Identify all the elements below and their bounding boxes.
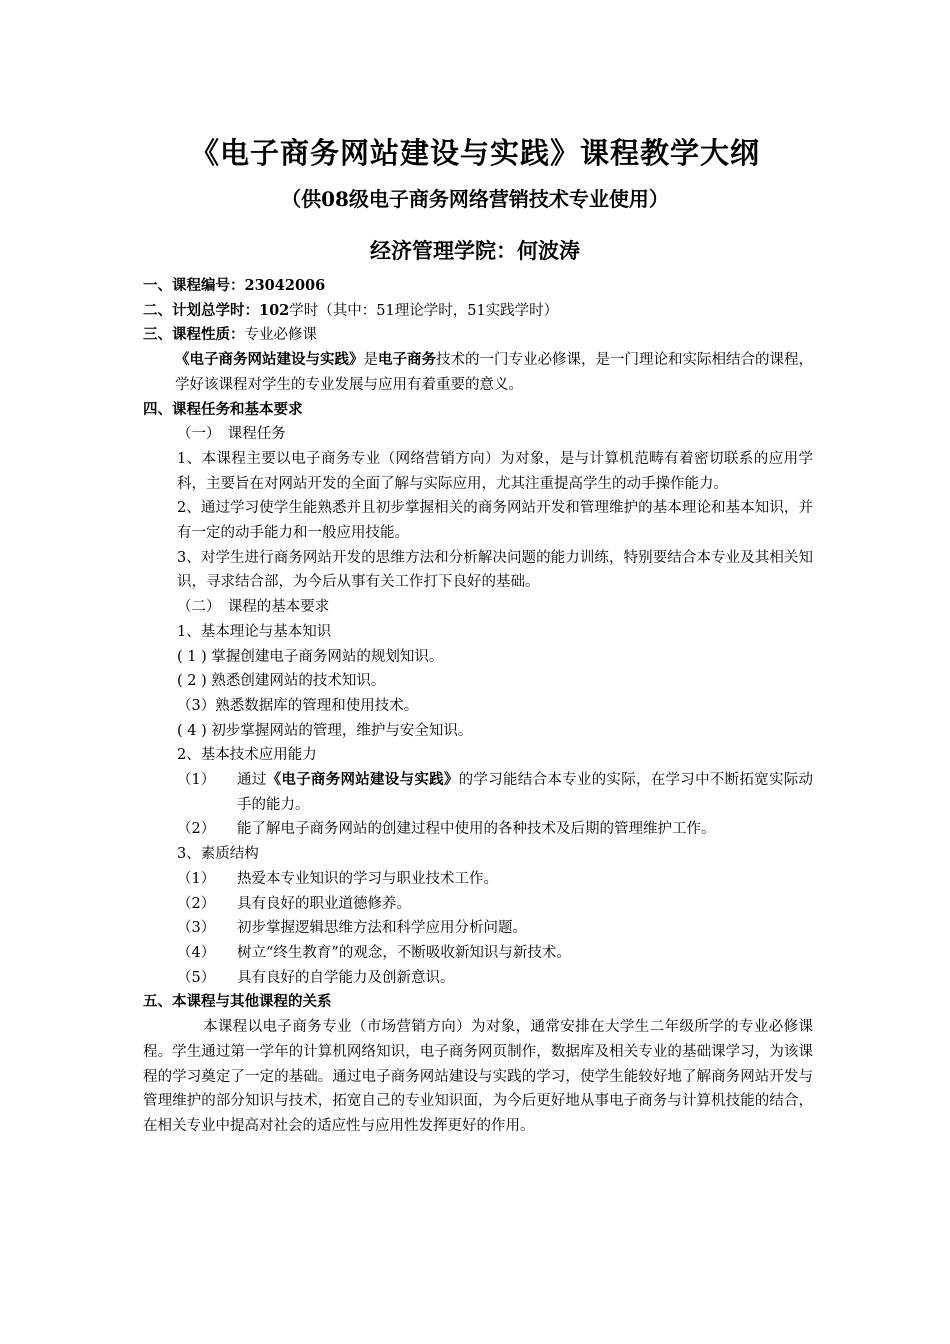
item-text [237, 768, 813, 817]
section-label: 三、课程性质： [143, 326, 245, 344]
subsection-heading: （一） 课程任务 [177, 426, 286, 443]
item-text-part: 通过 [237, 772, 267, 789]
subsection-heading: （二） 课程的基本要求 [177, 599, 330, 616]
total-hours-number: 102 [259, 301, 290, 319]
item-text: 具有良好的职业道德修养。 [237, 895, 411, 912]
document-title: 《电子商务网站建设与实践》课程教学大纲 [189, 136, 760, 170]
section-course-number [143, 274, 813, 299]
list-item: （3）熟悉数据库的管理和使用技术。 [177, 697, 419, 714]
item-text: 能了解电子商务网站的创建过程中使用的各种技术及后期的管理维护工作。 [237, 821, 716, 838]
section-total-hours [143, 299, 813, 324]
item-text: 具有良好的自学能力及创新意识。 [237, 969, 455, 986]
relation-paragraph: 本课程以电子商务专业（市场营销方向）为对象，通常安排在大学生二年级所学的专业必修课程。学生通过第一学年的计算机网络知识，电子商务网页制作，数据库及相关专业的基础课学习，为该课程的学习奠定了一定的基础。通过电子商务网站建设与实践的学习，使学生能较好地了解商务网站开发与管理维护的部分知识与技术，拓宽自己的专业知识面，为今后更好地从事电子商务与计算机技能的结合，在相关专业中提高对社会的适应性与应用性发挥更好的作用。 [143, 1019, 813, 1134]
course-nature-value: 专业必修课 [244, 327, 317, 344]
course-name-bold: 《电子商务网站建设与实践》 [175, 351, 364, 369]
paragraph-text: 是 [363, 352, 378, 369]
list-item [143, 916, 813, 941]
requirement-group-title: 1、基本理论与基本知识 [177, 623, 332, 640]
item-text: 初步掌握逻辑思维方法和科学应用分析问题。 [237, 920, 527, 937]
item-number: （1） [177, 870, 216, 887]
paragraph-text: 技术的一门专业必修课，是一门理论和实际相结合的课程，学好该课程对学生的专业发展与应用有着重要的意义。 [175, 352, 813, 393]
section-label: 一、课程编号： [143, 277, 245, 294]
list-item: ( 2 ) 熟悉创建网站的技术知识。 [177, 673, 386, 690]
section-label: 二、计划总学时： [143, 301, 259, 319]
item-number: （2） [177, 821, 216, 838]
item-number: （5） [177, 969, 216, 986]
total-hours-detail: 学时（其中：51理论学时，51实践学时） [289, 302, 559, 319]
item-number: （3） [177, 920, 216, 937]
requirement-group-title: 3、素质结构 [177, 846, 259, 863]
document-body [143, 274, 813, 1139]
item-number: （4） [177, 944, 216, 961]
list-item [143, 867, 813, 892]
ecommerce-bold: 电子商务 [378, 351, 436, 369]
item-text-part: 的学习能结合本专业的实际，在学习中不断拓宽实际动手的能力。 [237, 772, 814, 813]
section-heading: 五、本课程与其他课程的关系 [143, 993, 332, 1011]
document-author: 经济管理学院：何波涛 [370, 238, 580, 263]
list-item: ( 4 ) 初步掌握网站的管理，维护与安全知识。 [177, 722, 473, 739]
course-number: 23042006 [244, 277, 326, 294]
item-number: （1） [177, 772, 216, 789]
course-nature-paragraph [143, 348, 813, 397]
list-item [143, 768, 813, 817]
item-number: （2） [177, 895, 216, 912]
item-text: 树立“终生教育”的观念，不断吸收新知识与新技术。 [237, 944, 571, 961]
list-item: ( 1 ) 掌握创建电子商务网站的规划知识。 [177, 648, 444, 665]
list-item [143, 966, 813, 991]
course-name-bold: 《电子商务网站建设与实践》 [266, 771, 459, 789]
list-item [143, 941, 813, 966]
list-item [143, 817, 813, 842]
list-item [143, 892, 813, 917]
task-paragraph: 3、对学生进行商务网站开发的思维方法和分析解决问题的能力训练，特别要结合本专业及其相关知识，寻求结合部，为今后从事有关工作打下良好的基础。 [177, 549, 813, 591]
requirement-group-title: 2、基本技术应用能力 [177, 747, 317, 764]
task-paragraph: 1、本课程主要以电子商务专业（网络营销方向）为对象，是与计算机范畴有着密切联系的应用学科，主要旨在对网站开发的全面了解与实际应用，尤其注重提高学生的动手操作能力。 [177, 450, 813, 492]
item-text: 热爱本专业知识的学习与职业技术工作。 [237, 870, 498, 887]
section-heading: 四、课程任务和基本要求 [143, 400, 303, 418]
document-subtitle: （供08级电子商务网络营销技术专业使用） [281, 187, 669, 211]
task-paragraph: 2、通过学习使学生能熟悉并且初步掌握相关的商务网站开发和管理维护的基本理论和基本知识，并有一定的动手能力和一般应用技能。 [177, 500, 813, 542]
section-course-nature [143, 323, 813, 348]
